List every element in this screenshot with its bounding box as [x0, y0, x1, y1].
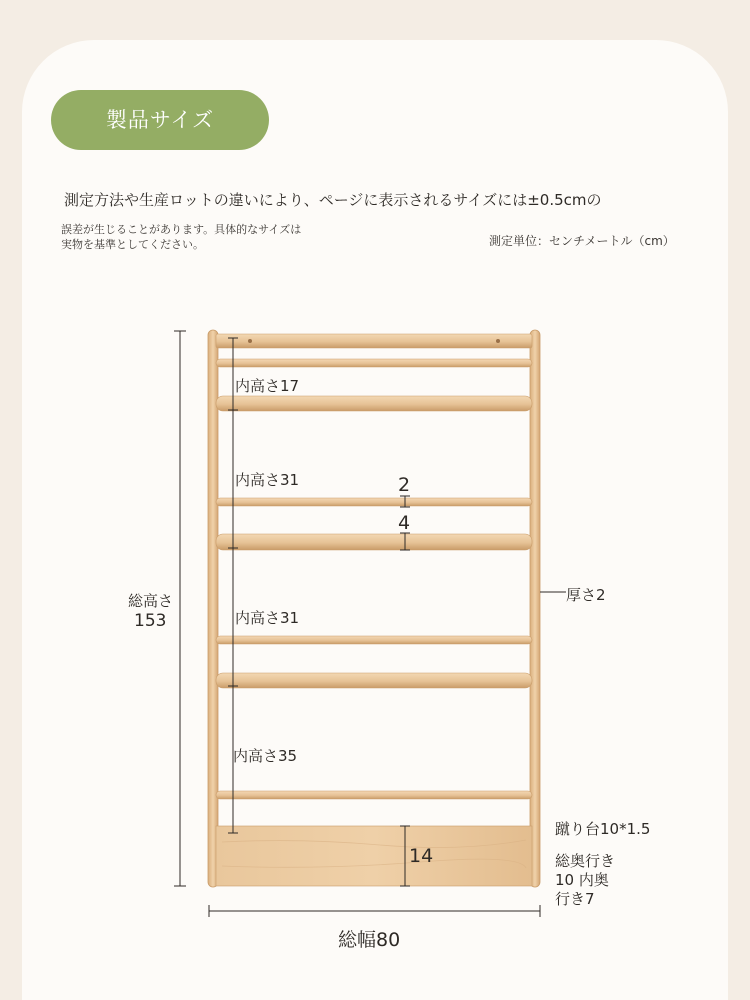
hanging-hole-right — [496, 339, 500, 343]
depth-label — [555, 852, 615, 909]
depth-label-line1: 総奥行き — [555, 852, 616, 870]
left-side-post — [208, 330, 218, 887]
size-notice: 測定方法や生産ロットの違いにより、ページに表示されるサイズには±0.5cmの — [64, 191, 602, 209]
inner-height-label-1: 内高さ17 — [235, 377, 300, 395]
shelf-1 — [216, 396, 532, 411]
total-height-line — [174, 331, 186, 886]
product-size-badge: 製品サイズ — [51, 90, 269, 150]
rail-2 — [216, 498, 532, 506]
total-height-value: 153 — [134, 611, 167, 631]
depth-label-line2: 10 内奥 — [555, 871, 609, 889]
inner-height-label-2: 内高さ31 — [235, 471, 300, 489]
inner-height-label-4: 内高さ35 — [233, 747, 298, 765]
top-board — [216, 334, 532, 348]
unit-note: 測定単位：センチメートル（cm） — [489, 234, 675, 248]
kickboard-height-label: 14 — [409, 845, 434, 867]
rail-4 — [216, 791, 532, 799]
total-height-label: 総高さ — [128, 592, 174, 610]
size-notice-sub-line2: 実物を基準としてください。 — [61, 238, 204, 251]
rail-3 — [216, 636, 532, 644]
kickboard-panel — [216, 826, 532, 886]
shelf-3 — [216, 673, 532, 688]
rail-thickness-label: 2 — [398, 474, 411, 496]
side-thickness-label: 厚さ2 — [566, 586, 606, 604]
shelf-thickness-label: 4 — [398, 512, 411, 534]
size-notice-sub-line1: 誤差が生じることがあります。具体的なサイズは — [61, 223, 302, 236]
hanging-hole-left — [248, 339, 252, 343]
inner-height-label-3: 内高さ31 — [235, 609, 300, 627]
total-width-label: 総幅80 — [338, 929, 401, 951]
shelf-2 — [216, 534, 532, 550]
total-width-line — [209, 905, 540, 917]
rail-1 — [216, 359, 532, 367]
depth-label-line3: 行き7 — [555, 890, 595, 908]
kickboard-label: 蹴り台10*1.5 — [555, 820, 651, 838]
right-side-post — [530, 330, 540, 887]
